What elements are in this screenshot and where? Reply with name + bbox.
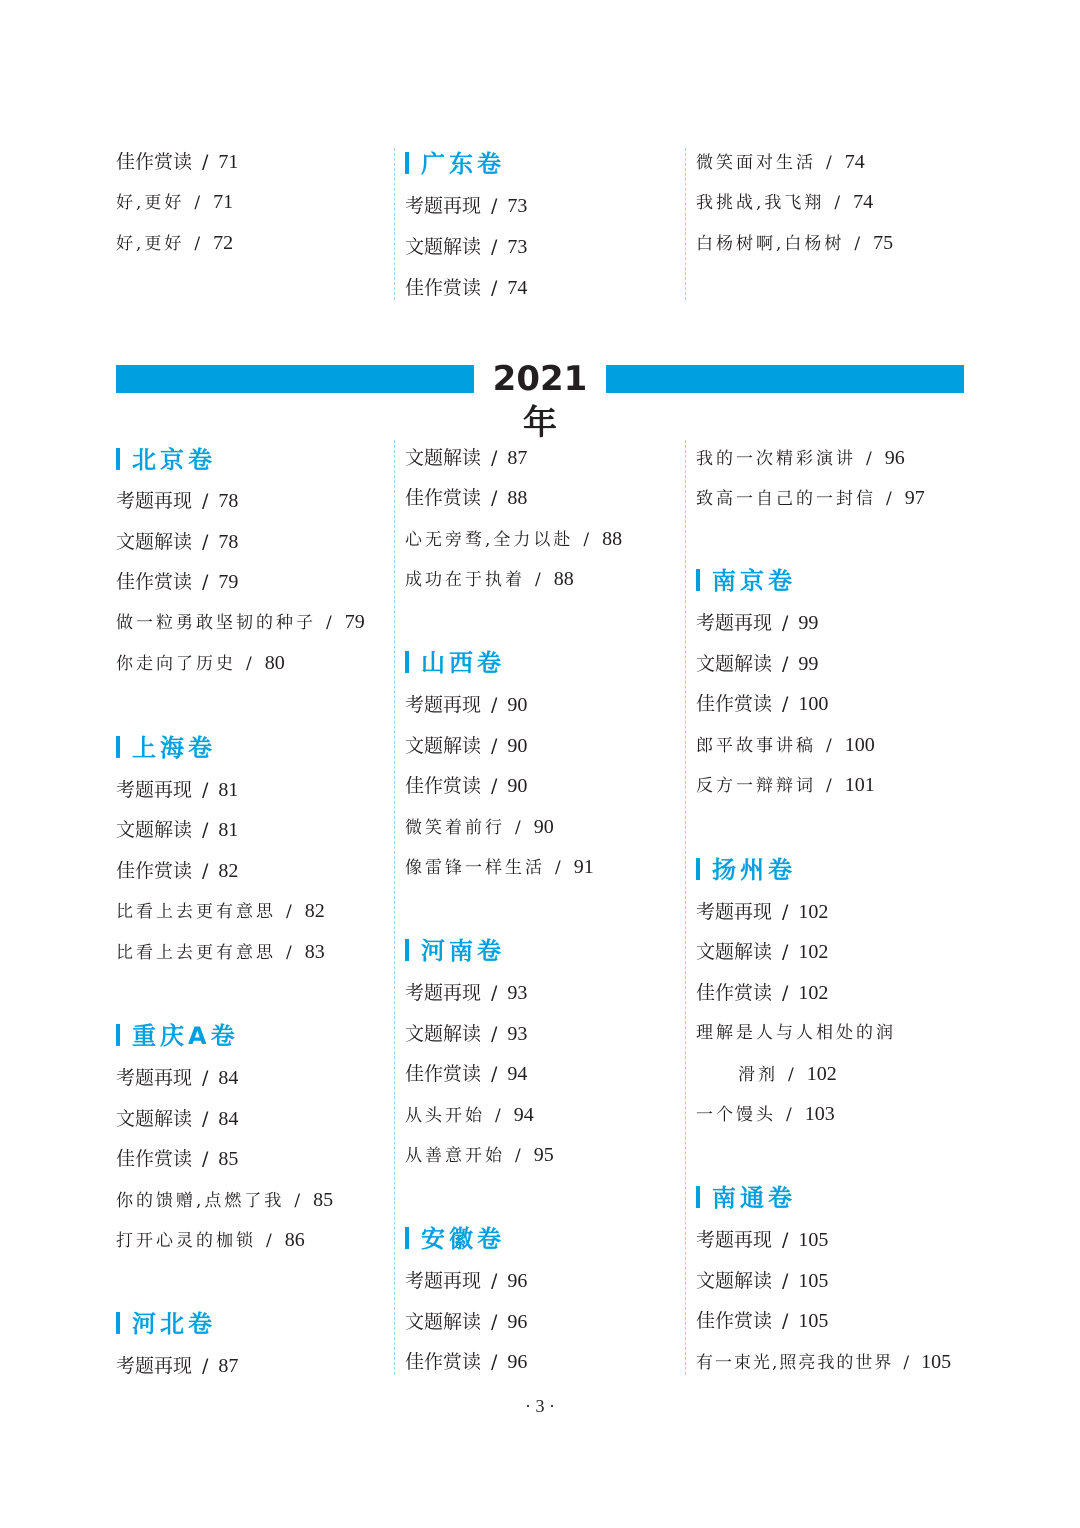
- entry-title: 滑剂: [738, 1065, 778, 1085]
- toc-entry[interactable]: 佳作赏读 / 82: [116, 860, 239, 882]
- entry-page: 88: [553, 568, 574, 590]
- entry-title: 考题再现: [405, 195, 482, 217]
- top-column-2: [405, 150, 675, 300]
- toc-entry[interactable]: 考题再现 / 96: [405, 1270, 528, 1292]
- entry-title: 反方一辩辩词: [696, 776, 816, 796]
- entry-page: 97: [904, 487, 925, 509]
- entry-title: 我挑战,我飞翔: [696, 193, 825, 213]
- entry-page: 99: [798, 612, 819, 634]
- header-bar: [405, 939, 409, 961]
- toc-entry[interactable]: 一个馒头 / 103: [696, 1103, 835, 1125]
- entry-title: 佳作赏读: [696, 1310, 773, 1332]
- entry-title: 考题再现: [116, 779, 193, 801]
- entry-title: 从头开始: [405, 1106, 485, 1126]
- entry-title: 文题解读: [405, 1023, 482, 1045]
- entry-page: 71: [213, 191, 234, 213]
- toc-entry[interactable]: 从善意开始 / 95: [405, 1144, 554, 1166]
- entry-page: 91: [573, 856, 594, 878]
- entry-title: 文题解读: [405, 1311, 482, 1333]
- entry-page: 94: [513, 1104, 534, 1126]
- entry-title: 致高一自己的一封信: [696, 489, 876, 509]
- header-bar: [116, 736, 120, 758]
- toc-entry[interactable]: 文题解读 / 78: [116, 531, 239, 553]
- entry-page: 102: [806, 1063, 837, 1085]
- toc-entry[interactable]: 文题解读 / 102: [696, 941, 829, 963]
- header-bar: [116, 448, 120, 470]
- top-column-3: [696, 150, 976, 290]
- toc-entry[interactable]: 我挑战,我飞翔 / 74: [696, 191, 874, 213]
- entry-page: 101: [844, 774, 875, 796]
- toc-entry[interactable]: 考题再现 / 102: [696, 901, 829, 923]
- entry-title: 我的一次精彩演讲: [696, 449, 856, 469]
- entry-title: 白杨树啊,白杨树: [696, 234, 845, 254]
- entry-title: 考题再现: [405, 694, 482, 716]
- page-number: · 3 ·: [525, 1396, 555, 1416]
- year-band-left: [116, 365, 474, 393]
- entry-title: 佳作赏读: [405, 775, 482, 797]
- entry-page: 90: [533, 816, 554, 838]
- entry-page: 81: [218, 819, 239, 841]
- top-column-1: [116, 150, 386, 290]
- entry-page: 96: [507, 1270, 528, 1292]
- entry-title: 文题解读: [116, 531, 193, 553]
- column-divider: [394, 148, 395, 300]
- toc-entry[interactable]: 心无旁骛,全力以赴 / 88: [405, 528, 623, 550]
- entry-page: 75: [873, 232, 894, 254]
- entry-page: 82: [218, 860, 239, 882]
- entry-page: 99: [798, 653, 819, 675]
- header-bar: [405, 651, 409, 673]
- entry-page: 100: [798, 693, 829, 715]
- entry-title: 文题解读: [116, 819, 193, 841]
- toc-entry[interactable]: 文题解读 / 99: [696, 653, 819, 675]
- entry-page: 105: [921, 1351, 952, 1373]
- entry-title: 文题解读: [405, 735, 482, 757]
- entry-title: 佳作赏读: [405, 487, 482, 509]
- toc-entry[interactable]: 佳作赏读 / 88: [405, 487, 528, 509]
- entry-title: 考题再现: [116, 1067, 193, 1089]
- entry-title: 你的馈赠,点燃了我: [116, 1191, 285, 1211]
- entry-page: 102: [798, 982, 829, 1004]
- entry-title: 考题再现: [696, 1229, 773, 1251]
- toc-entry[interactable]: 致高一自己的一封信 / 97: [696, 487, 925, 509]
- toc-entry[interactable]: 比看上去更有意思 / 83: [116, 941, 325, 963]
- toc-entry[interactable]: 做一粒勇敢坚韧的种子 / 79: [116, 611, 365, 633]
- toc-entry[interactable]: 文题解读 / 84: [116, 1108, 239, 1130]
- entry-page: 102: [798, 941, 829, 963]
- toc-entry[interactable]: 佳作赏读 / 71: [116, 151, 239, 173]
- entry-page: 105: [798, 1229, 829, 1251]
- toc-entry[interactable]: 佳作赏读 / 96: [405, 1351, 528, 1373]
- entry-title: 考题再现: [696, 612, 773, 634]
- toc-entry[interactable]: 你的馈赠,点燃了我 / 85: [116, 1189, 334, 1211]
- entry-title: 从善意开始: [405, 1146, 505, 1166]
- entry-page: 85: [218, 1148, 239, 1170]
- toc-entry[interactable]: 好,更好 / 71: [116, 191, 234, 213]
- section-header-beijing: 北京卷: [116, 446, 216, 474]
- entry-title: 文题解读: [405, 236, 482, 258]
- toc-entry[interactable]: 考题再现 / 87: [116, 1355, 239, 1377]
- entry-title: 考题再现: [696, 901, 773, 923]
- toc-entry[interactable]: 郎平故事讲稿 / 100: [696, 734, 875, 756]
- toc-entry[interactable]: 佳作赏读 / 79: [116, 571, 239, 593]
- entry-page: 74: [853, 191, 874, 213]
- column-divider: [394, 440, 395, 1375]
- entry-title: 做一粒勇敢坚韧的种子: [116, 613, 316, 633]
- section-header-henan: 河南卷: [405, 937, 505, 965]
- entry-page: 96: [507, 1351, 528, 1373]
- section-header-shanghai: 上海卷: [116, 734, 216, 762]
- entry-page: 96: [884, 447, 905, 469]
- section-header-anhui: 安徽卷: [405, 1225, 505, 1253]
- entry-page: 102: [798, 901, 829, 923]
- entry-title: 微笑面对生活: [696, 153, 816, 173]
- entry-title: 佳作赏读: [696, 693, 773, 715]
- entry-page: 78: [218, 531, 239, 553]
- entry-page: 81: [218, 779, 239, 801]
- entry-page: 95: [533, 1144, 554, 1166]
- entry-title: 佳作赏读: [405, 1063, 482, 1085]
- entry-title: 考题再现: [405, 1270, 482, 1292]
- entry-title: 像雷锋一样生活: [405, 858, 545, 878]
- entry-page: 94: [507, 1063, 528, 1085]
- main-column-3: [696, 446, 996, 1386]
- section-header-nanjing: 南京卷: [696, 567, 796, 595]
- entry-title: 有一束光,照亮我的世界: [696, 1353, 894, 1373]
- entry-page: 74: [844, 151, 865, 173]
- toc-entry[interactable]: 文题解读 / 90: [405, 735, 528, 757]
- entry-title: 成功在于执着: [405, 570, 525, 590]
- entry-title: 佳作赏读: [405, 277, 482, 299]
- entry-title: 你走向了历史: [116, 654, 236, 674]
- entry-title: 郎平故事讲稿: [696, 736, 816, 756]
- main-column-1: [116, 446, 391, 1386]
- section-header-hebei: 河北卷: [116, 1310, 216, 1338]
- toc-entry[interactable]: 微笑着前行 / 90: [405, 816, 554, 838]
- section-header-chongqing: 重庆A卷: [116, 1022, 239, 1050]
- entry-page: 90: [507, 735, 528, 757]
- entry-page: 100: [844, 734, 875, 756]
- toc-entry[interactable]: 微笑面对生活 / 74: [696, 151, 865, 173]
- toc-entry[interactable]: 考题再现 / 81: [116, 779, 239, 801]
- entry-page: 85: [313, 1189, 334, 1211]
- toc-entry[interactable]: 考题再现 / 99: [696, 612, 819, 634]
- toc-entry[interactable]: 像雷锋一样生活 / 91: [405, 856, 594, 878]
- toc-entry[interactable]: 打开心灵的枷锁 / 86: [116, 1229, 305, 1251]
- toc-entry[interactable]: 成功在于执着 / 88: [405, 568, 574, 590]
- entry-title: 微笑着前行: [405, 818, 505, 838]
- toc-entry[interactable]: 考题再现 / 93: [405, 982, 528, 1004]
- entry-page: 84: [218, 1067, 239, 1089]
- toc-entry[interactable]: 好,更好 / 72: [116, 232, 234, 254]
- year-band-right: [606, 365, 964, 393]
- toc-entry[interactable]: 文题解读 / 81: [116, 819, 239, 841]
- toc-entry[interactable]: 文题解读 / 73: [405, 236, 528, 258]
- entry-title: 文题解读: [405, 447, 482, 469]
- header-bar: [696, 1186, 700, 1208]
- entry-title: 好,更好: [116, 193, 185, 213]
- toc-entry[interactable]: 我的一次精彩演讲 / 96: [696, 447, 905, 469]
- entry-page: 73: [507, 195, 528, 217]
- toc-entry[interactable]: 比看上去更有意思 / 82: [116, 900, 325, 922]
- toc-entry[interactable]: 文题解读 / 105: [696, 1270, 829, 1292]
- entry-page: 88: [507, 487, 528, 509]
- entry-page: 71: [218, 151, 239, 173]
- column-divider: [685, 148, 686, 300]
- entry-title: 佳作赏读: [116, 860, 193, 882]
- entry-page: 88: [602, 528, 623, 550]
- header-bar: [405, 152, 409, 174]
- entry-page: 93: [507, 982, 528, 1004]
- entry-title: 理解是人与人相处的润: [696, 1023, 896, 1043]
- entry-title: 打开心灵的枷锁: [116, 1231, 256, 1251]
- header-bar: [696, 569, 700, 591]
- entry-page: 87: [507, 447, 528, 469]
- entry-title: 考题再现: [116, 1355, 193, 1377]
- entry-page: 79: [344, 611, 365, 633]
- toc-entry[interactable]: 文题解读 / 93: [405, 1023, 528, 1045]
- toc-entry[interactable]: 佳作赏读 / 85: [116, 1148, 239, 1170]
- entry-title: 佳作赏读: [696, 982, 773, 1004]
- entry-title: 比看上去更有意思: [116, 943, 276, 963]
- entry-page: 74: [507, 277, 528, 299]
- toc-entry[interactable]: 佳作赏读 / 105: [696, 1310, 829, 1332]
- entry-page: 83: [304, 941, 325, 963]
- entry-title: 文题解读: [696, 1270, 773, 1292]
- entry-page: 105: [798, 1270, 829, 1292]
- toc-entry[interactable]: 佳作赏读 / 90: [405, 775, 528, 797]
- section-header-shanxi: 山西卷: [405, 649, 505, 677]
- entry-page: 90: [507, 694, 528, 716]
- entry-title: 文题解读: [696, 653, 773, 675]
- entry-title: 考题再现: [116, 490, 193, 512]
- entry-page: 80: [264, 652, 285, 674]
- entry-title: 考题再现: [405, 982, 482, 1004]
- toc-entry[interactable]: 文题解读 / 96: [405, 1311, 528, 1333]
- entry-title: 文题解读: [696, 941, 773, 963]
- entry-page: 73: [507, 236, 528, 258]
- toc-entry[interactable]: 考题再现 / 78: [116, 490, 239, 512]
- year-title: 2021年: [492, 359, 588, 443]
- toc-entry[interactable]: 佳作赏读 / 102: [696, 982, 829, 1004]
- main-column-2: [405, 446, 680, 1386]
- toc-entry[interactable]: 文题解读 / 87: [405, 447, 528, 469]
- toc-entry[interactable]: [696, 1021, 896, 1045]
- entry-page: 79: [218, 571, 239, 593]
- entry-page: 87: [218, 1355, 239, 1377]
- toc-entry[interactable]: 滑剂 / 102: [738, 1063, 837, 1085]
- toc-entry[interactable]: 考题再现 / 105: [696, 1229, 829, 1251]
- entry-page: 82: [304, 900, 325, 922]
- toc-entry[interactable]: 从头开始 / 94: [405, 1104, 534, 1126]
- section-header-guangdong: 广东卷: [405, 150, 505, 178]
- entry-title: 佳作赏读: [405, 1351, 482, 1373]
- section-header-nantong: 南通卷: [696, 1184, 796, 1212]
- entry-page: 72: [213, 232, 234, 254]
- entry-title: 佳作赏读: [116, 571, 193, 593]
- entry-page: 86: [284, 1229, 305, 1251]
- column-divider: [685, 440, 686, 1375]
- entry-title: 一个馒头: [696, 1105, 776, 1125]
- toc-entry[interactable]: 佳作赏读 / 100: [696, 693, 829, 715]
- entry-page: 96: [507, 1311, 528, 1333]
- section-header-yangzhou: 扬州卷: [696, 856, 796, 884]
- entry-title: 好,更好: [116, 234, 185, 254]
- toc-entry[interactable]: 考题再现 / 84: [116, 1067, 239, 1089]
- entry-title: 佳作赏读: [116, 151, 193, 173]
- toc-entry[interactable]: 反方一辩辩词 / 101: [696, 774, 875, 796]
- toc-entry[interactable]: 考题再现 / 90: [405, 694, 528, 716]
- toc-entry[interactable]: 你走向了历史 / 80: [116, 652, 285, 674]
- entry-page: 93: [507, 1023, 528, 1045]
- toc-entry[interactable]: 考题再现 / 73: [405, 195, 528, 217]
- header-bar: [405, 1227, 409, 1249]
- entry-title: 文题解读: [116, 1108, 193, 1130]
- entry-page: 103: [804, 1103, 835, 1125]
- entry-page: 78: [218, 490, 239, 512]
- header-bar: [116, 1024, 120, 1046]
- entry-page: 90: [507, 775, 528, 797]
- entry-page: 84: [218, 1108, 239, 1130]
- toc-entry[interactable]: 佳作赏读 / 94: [405, 1063, 528, 1085]
- toc-entry[interactable]: 佳作赏读 / 74: [405, 277, 528, 299]
- entry-page: 105: [798, 1310, 829, 1332]
- header-bar: [696, 858, 700, 880]
- header-bar: [116, 1312, 120, 1334]
- toc-entry[interactable]: 有一束光,照亮我的世界 / 105: [696, 1351, 952, 1373]
- entry-title: 心无旁骛,全力以赴: [405, 530, 574, 550]
- entry-title: 佳作赏读: [116, 1148, 193, 1170]
- toc-entry[interactable]: 白杨树啊,白杨树 / 75: [696, 232, 894, 254]
- entry-title: 比看上去更有意思: [116, 902, 276, 922]
